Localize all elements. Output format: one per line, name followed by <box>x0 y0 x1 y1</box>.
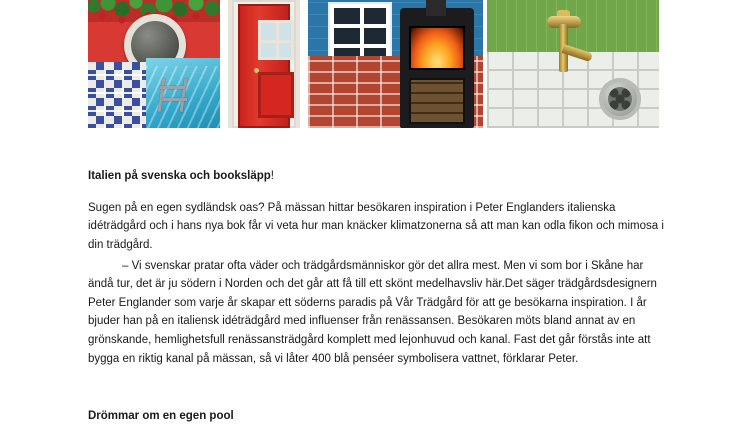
stove-flue <box>426 0 446 16</box>
article-subheading: Drömmar om en egen pool <box>88 410 234 422</box>
hero-panel-window-brick-stove <box>308 0 483 128</box>
door-knob <box>254 68 259 73</box>
wood-burning-stove <box>400 8 474 128</box>
article-lead <box>88 168 666 185</box>
red-door <box>238 4 290 128</box>
stove-fire <box>409 26 465 70</box>
brass-tap <box>539 10 599 72</box>
hero-gutter-2 <box>300 0 308 128</box>
article-lead-bold: Italien på svenska och booksläpp <box>88 170 271 182</box>
floor-drain <box>599 78 641 120</box>
door-lower-panel <box>258 72 294 118</box>
hero-panel-tap-drain <box>487 0 659 128</box>
stove-firewood <box>409 78 465 124</box>
window-glass <box>334 8 386 56</box>
hero-image-strip <box>88 0 659 128</box>
door-window <box>258 20 294 60</box>
hero-gutter-1 <box>220 0 228 128</box>
article-paragraph-1: Sugen på en egen sydländsk oas? På mässan hittar besökaren inspiration i Peter Englanders italienska idéträdgård och i hans nya bok får vi veta hur man knäcker klimatzonerna så att man kan odla fikon och mimosa i din trädgård. <box>88 201 664 251</box>
hero-panel-pool-tiles-porthole <box>88 0 220 128</box>
white-window <box>330 4 390 60</box>
hero-panel-red-door <box>228 0 300 128</box>
article-body <box>88 168 666 370</box>
article-paragraph-2: – Vi svenskar pratar ofta väder och trädgårdsmänniskor gör det allra mest. Men vi som bor i Skåne har ändå tur, det är ju södern i Norden och det går att få till ett skönt medelhavsliv här.Det säger trädgårdsdesignern Peter Englander som varje år skapar ett söderns paradis på Vår Trädgård för att ge besökarna inspiration. I år bjuder han på en italiensk idéträdgård med influenser från renässansen. Besökaren möts bland annat av en grönskande, hemlighetsfull renässansträdgård komplett med lejonhuvud och kanal. Fast det går förstås inte att bygga en riktig kanal på mässan, så vi låter 400 blå penséer symbolisera vattnet, förklarar Peter. <box>88 259 657 365</box>
article-lead-tail: ! <box>270 170 274 182</box>
pool-ladder <box>158 78 198 112</box>
